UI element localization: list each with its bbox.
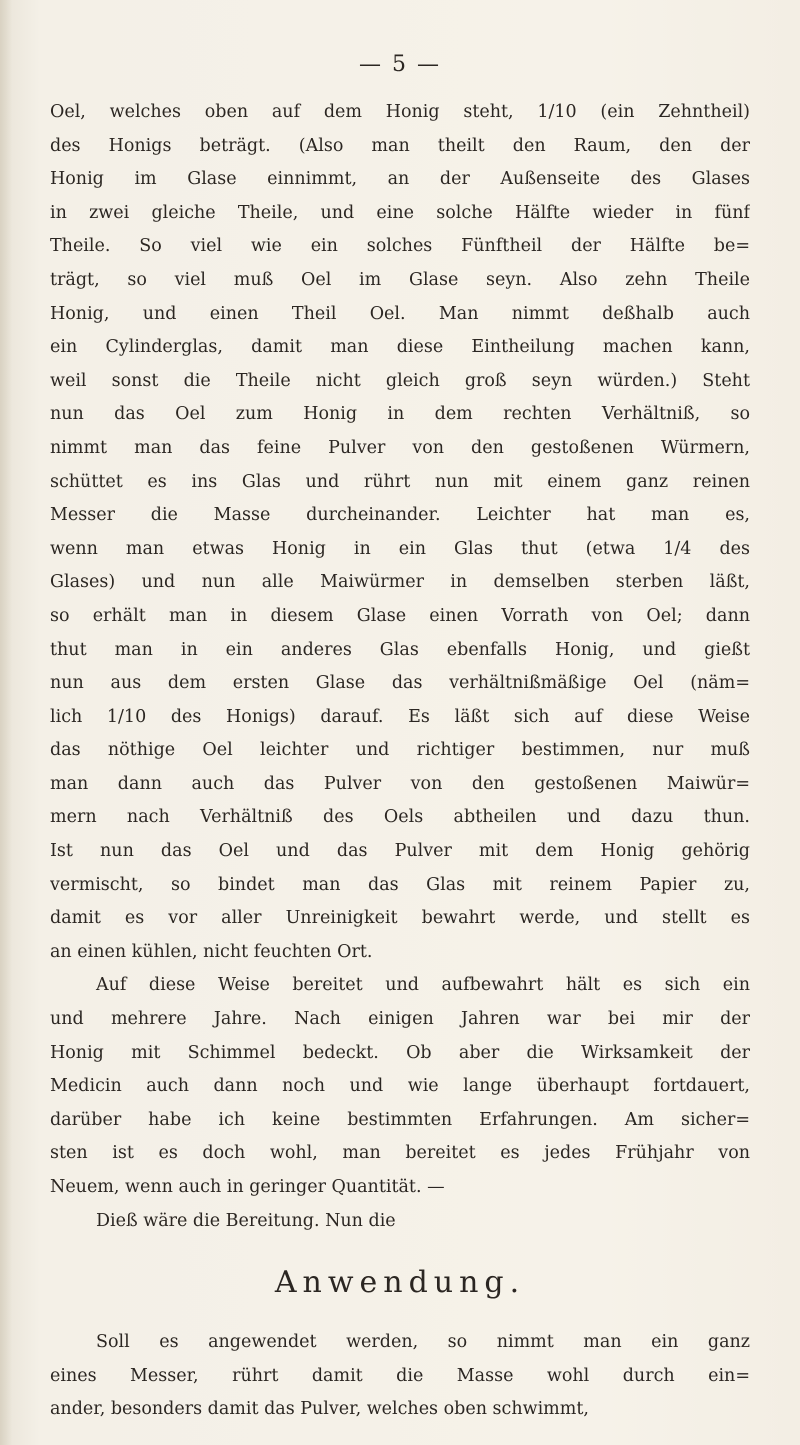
text-line: vermischt, so bindet man das Glas mit reinem Papier zu, [50,874,750,895]
text-line: Messer die Masse durcheinander. Leichter hat man es, [50,505,750,526]
text-line: mern nach Verhältniß des Oels abtheilen und dazu thun. [50,807,750,828]
page-body [50,96,750,1427]
text-line: Oel, welches oben auf dem Honig steht, 1/10 (ein Zehntheil) [50,102,750,122]
text-line: und mehrere Jahre. Nach einigen Jahren war bei mir der [50,1009,750,1030]
text-line: thut man in ein anderes Glas ebenfalls Honig, und gießt [50,639,750,660]
text-line: Honig im Glase einnimmt, an der Außenseite des Glases [50,169,750,190]
page-number-header: — 5 — [359,52,441,77]
text-line: man dann auch das Pulver von den gestoßenen Maiwür= [50,773,750,794]
paragraphs-preparation [50,96,750,1238]
text-line: in zwei gleiche Theile, und eine solche Hälfte wieder in fünf [50,202,750,223]
text-line: nun aus dem ersten Glase das verhältnißmäßige Oel (näm= [50,673,750,694]
text-line: wenn man etwas Honig in ein Glas thut (etwa 1/4 des [50,538,750,559]
text-line: nimmt man das feine Pulver von den gestoßenen Würmern, [50,437,750,458]
text-line: Ist nun das Oel und das Pulver mit dem Honig gehörig [50,841,750,862]
text-line: darüber habe ich keine bestimmten Erfahrungen. Am sicher= [50,1109,750,1130]
paragraphs-application [50,1326,750,1427]
text-line: weil sonst die Theile nicht gleich groß seyn würden.) Steht [50,370,750,391]
text-line: nun das Oel zum Honig in dem rechten Verhältniß, so [50,404,750,425]
text-line: Auf diese Weise bereitet und aufbewahrt hält es sich ein [96,975,750,996]
text-line: trägt, so viel muß Oel im Glase seyn. Also zehn Theile [50,269,750,290]
text-line: Medicin auch dann noch und wie lange überhaupt fortdauert, [50,1076,750,1097]
text-line: Honig, und einen Theil Oel. Man nimmt deßhalb auch [50,303,750,324]
section-heading: Anwendung. [274,1265,526,1301]
text-line: ein Cylinderglas, damit man diese Eintheilung machen kann, [50,337,750,358]
text-line: Glases) und nun alle Maiwürmer in demselben sterben läßt, [50,572,750,593]
page-gutter-shadow [0,0,12,1445]
text-line: Dieß wäre die Bereitung. Nun die [96,1210,396,1231]
text-line: eines Messer, rührt damit die Masse wohl durch ein= [50,1365,750,1386]
text-line: schüttet es ins Glas und rührt nun mit einem ganz reinen [50,471,750,492]
text-line: Soll es angewendet werden, so nimmt man ein ganz [96,1332,750,1353]
text-line: so erhält man in diesem Glase einen Vorrath von Oel; dann [50,605,750,626]
text-line: des Honigs beträgt. (Also man theilt den Raum, den der [50,135,750,156]
text-line: das nöthige Oel leichter und richtiger bestimmen, nur muß [50,740,750,761]
text-line: an einen kühlen, nicht feuchten Ort. [50,941,373,962]
text-line: ander, besonders damit das Pulver, welches oben schwimmt, [50,1399,589,1420]
text-line: Neuem, wenn auch in geringer Quantität. — [50,1177,445,1197]
text-line: Theile. So viel wie ein solches Fünftheil der Hälfte be= [50,236,750,257]
text-line: Honig mit Schimmel bedeckt. Ob aber die Wirksamkeit der [50,1042,750,1063]
text-line: damit es vor aller Unreinigkeit bewahrt werde, und stellt es [50,908,750,929]
text-line: lich 1/10 des Honigs) darauf. Es läßt sich auf diese Weise [50,706,750,727]
text-line: sten ist es doch wohl, man bereitet es jedes Frühjahr von [50,1143,750,1164]
